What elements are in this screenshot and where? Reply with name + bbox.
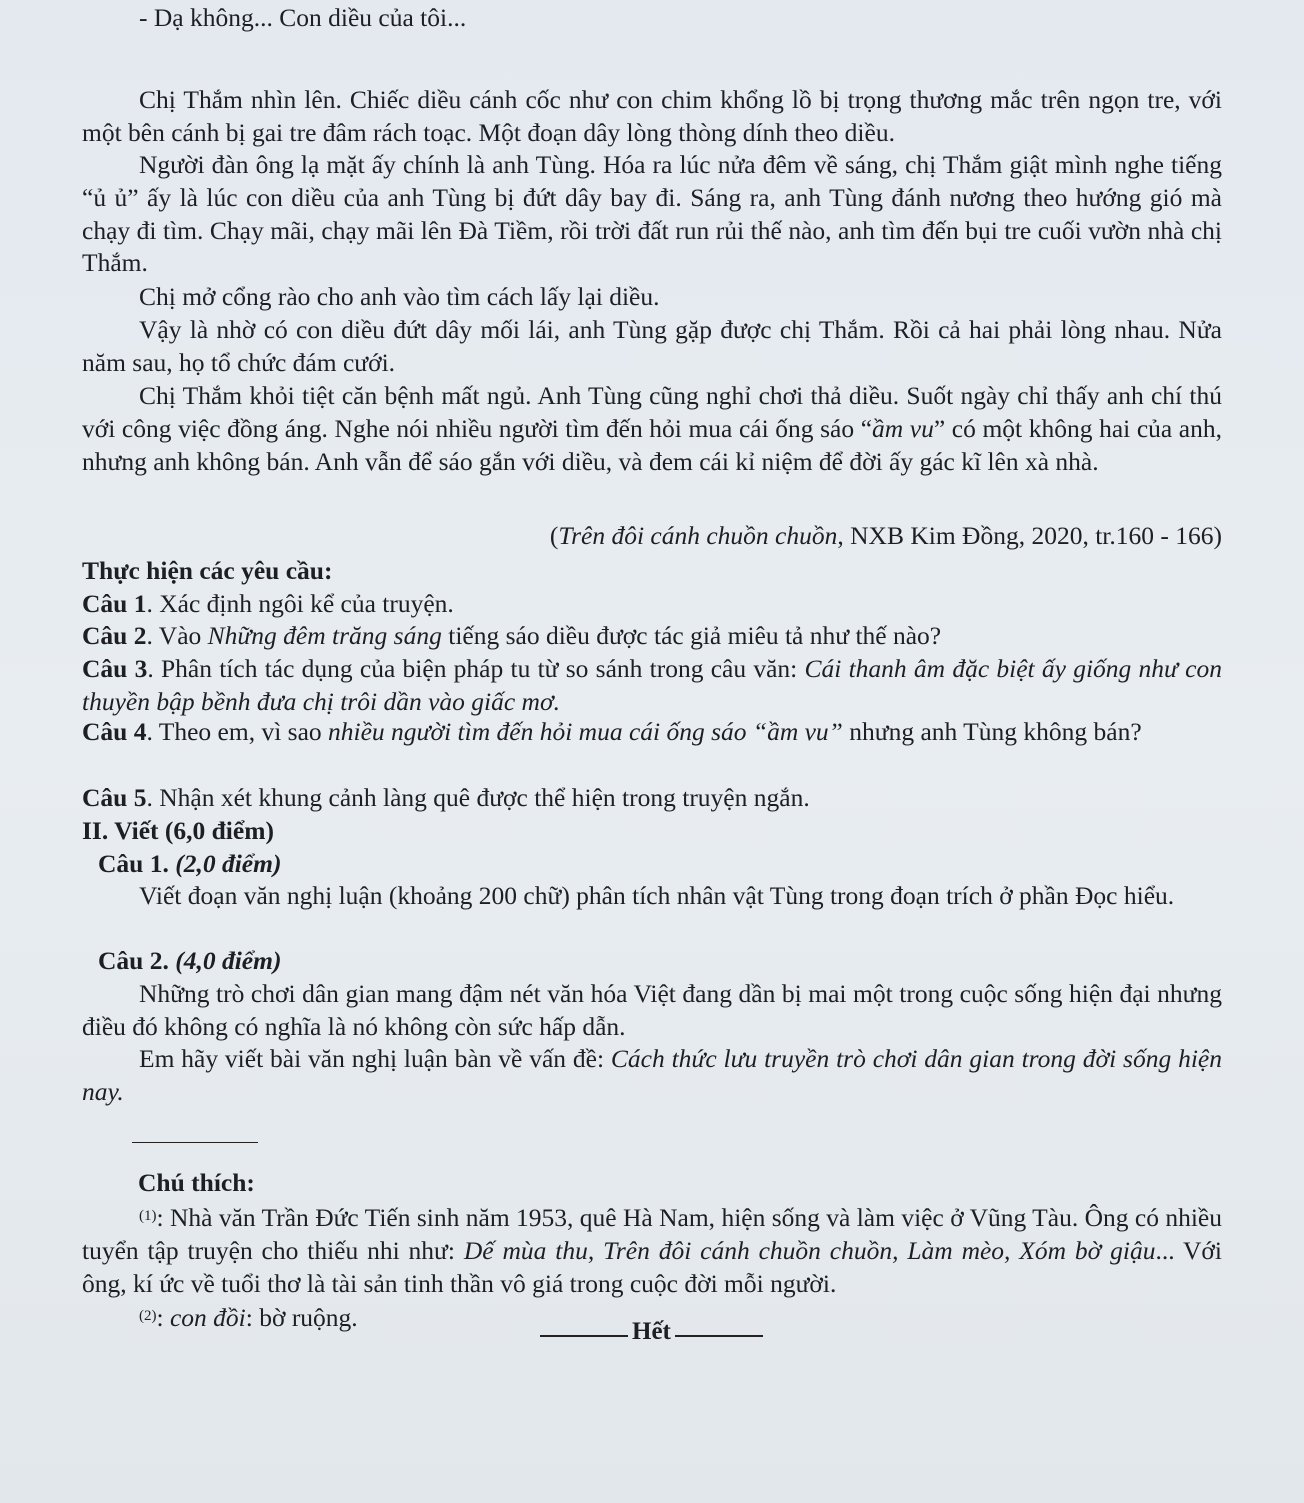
text: nhưng anh Tùng không bán? — [842, 717, 1142, 746]
italic-text: Dế mùa thu, Trên đôi cánh chuồn chuồn, Làm mèo, Xóm bờ giậu — [463, 1235, 1156, 1265]
text: ( — [549, 521, 559, 550]
text: , NXB Kim Đồng, 2020, tr.160 - 166) — [837, 521, 1222, 550]
italic-text: Những đêm trăng sáng — [207, 621, 442, 650]
writing-question-2 — [98, 945, 1238, 978]
question-4 — [82, 716, 1222, 749]
writing-prompt-2: Những trò chơi dân gian mang đậm nét văn hóa Việt đang dần bị mai một trong cuộc sống hiện đại nhưng điều đó không có nghĩa là nó không còn sức hấp dẫn. — [82, 979, 1222, 1041]
text: : — [156, 1303, 170, 1332]
note-mark: (1) — [139, 1208, 157, 1224]
writing-prompt-2-task — [82, 1043, 1222, 1109]
story-paragraph — [82, 380, 1222, 478]
divider — [675, 1335, 763, 1337]
tasks-heading: Thực hiện các yêu cầu: — [82, 556, 333, 585]
story-paragraph: Vậy là nhờ có con diều đứt dây mối lái, anh Tùng gặp được chị Thắm. Rồi cả hai phải lòng nhau. Nửa năm sau, họ tổ chức đám cưới. — [82, 315, 1222, 377]
text: : bờ ruộng. — [245, 1303, 358, 1332]
citation — [82, 520, 1222, 553]
italic-text: Cách thức lưu truyền trò chơi dân gian trong đời sống hiện nay. — [82, 1044, 1222, 1106]
points: (2,0 điểm) — [175, 849, 282, 878]
question-5 — [82, 782, 1222, 815]
notes-heading: Chú thích: — [138, 1168, 255, 1197]
text: ” có một không hai của anh, nhưng anh không bán. Anh vẫn để sáo gắn với diều, và đem cái kỉ niệm để đời ấy gác kĩ lên xà nhà. — [82, 413, 1223, 476]
italic-term: ầm vu — [872, 413, 934, 443]
italic-text: nhiều người tìm đến hỏi mua cái ống sáo “ầm vu” — [328, 717, 843, 746]
writing-question-1 — [98, 848, 1238, 881]
story-paragraph: Người đàn ông lạ mặt ấy chính là anh Tùng. Hóa ra lúc nửa đêm về sáng, chị Thắm giật mình nghe tiếng “ủ ủ” ấy là lúc con diều của anh Tùng bị đứt dây bay đi. Sáng ra, anh Tùng đánh nương theo hướng gió mà chạy đi tìm. Chạy mãi, chạy mãi lên Đà Tiềm, rồi trời đất run rủi thế nào, anh tìm đến bụi tre cuối vườn nhà chị Thắm. — [82, 150, 1222, 278]
note-mark: (2) — [139, 1308, 157, 1324]
text: . Vào — [146, 621, 208, 650]
question-3 — [82, 653, 1222, 719]
question-text: . Nhận xét khung cảnh làng quê được thể hiện trong truyện ngắn. — [146, 783, 810, 812]
note-1 — [82, 1200, 1222, 1300]
italic-text: con đồi — [169, 1303, 246, 1332]
question-1 — [82, 588, 1222, 621]
points: (4,0 điểm) — [175, 946, 282, 975]
story-paragraph: Chị Thắm nhìn lên. Chiếc diều cánh cốc như con chim khổng lồ bị trọng thương mắc trên ngọn tre, với một bên cánh bị gai tre đâm rách toạc. Một đoạn dây lòng thòng dính theo diều. — [82, 85, 1222, 147]
question-2 — [82, 620, 1222, 653]
end-marker — [540, 1318, 763, 1346]
book-title: Trên đôi cánh chuồn chuồn — [558, 521, 838, 550]
text: . Phân tích tác dụng của biện pháp tu từ so sánh trong câu văn: — [147, 654, 805, 683]
end-label: Hết — [632, 1318, 671, 1345]
question-label: Câu 5 — [82, 783, 147, 812]
text: tiếng sáo diều được tác giả miêu tả như thế nào? — [441, 621, 942, 650]
question-text: . Xác định ngôi kể của truyện. — [146, 589, 454, 618]
text: : Nhà văn Trần Đức Tiến sinh năm 1953, quê Hà Nam, hiện sống và làm việc ở Vũng Tàu. Ông có nhiều tuyển tập truyện cho thiếu nhi như: — [82, 1203, 1222, 1265]
writing-prompt-1: Viết đoạn văn nghị luận (khoảng 200 chữ) phân tích nhân vật Tùng trong đoạn trích ở phần Đọc hiểu. — [139, 881, 1175, 910]
text: Em hãy viết bài văn nghị luận bàn về vấn đề: — [139, 1044, 611, 1073]
question-label: Câu 1 — [82, 589, 147, 618]
text: . Theo em, vì sao — [146, 717, 329, 746]
writing-heading: II. Viết (6,0 điểm) — [82, 816, 274, 845]
divider — [132, 1142, 258, 1143]
question-label: Câu 1. — [98, 849, 176, 878]
story-paragraph: Chị mở cổng rào cho anh vào tìm cách lấy lại diều. — [139, 282, 660, 311]
question-label: Câu 2. — [98, 946, 176, 975]
story-paragraph: - Dạ không... Con diều của tôi... — [139, 3, 467, 32]
question-label: Câu 3 — [82, 654, 148, 683]
text: Chị Thắm khỏi tiệt căn bệnh mất ngủ. Anh Tùng cũng nghỉ chơi thả diều. Suốt ngày chỉ thấy anh chí thú với công việc đồng áng. Nghe nói nhiều người tìm đến hỏi mua cái ống sáo “ — [82, 381, 1222, 443]
question-label: Câu 2 — [82, 621, 147, 650]
text: ... Với ông, kí ức về tuổi thơ là tài sản tinh thần vô giá trong cuộc đời mỗi người. — [82, 1235, 1222, 1298]
question-label: Câu 4 — [82, 717, 147, 746]
divider — [540, 1335, 628, 1337]
italic-text: Cái thanh âm đặc biệt ấy giống như con thuyền bập bềnh đưa chị trôi dần vào giấc mơ. — [82, 654, 1222, 716]
